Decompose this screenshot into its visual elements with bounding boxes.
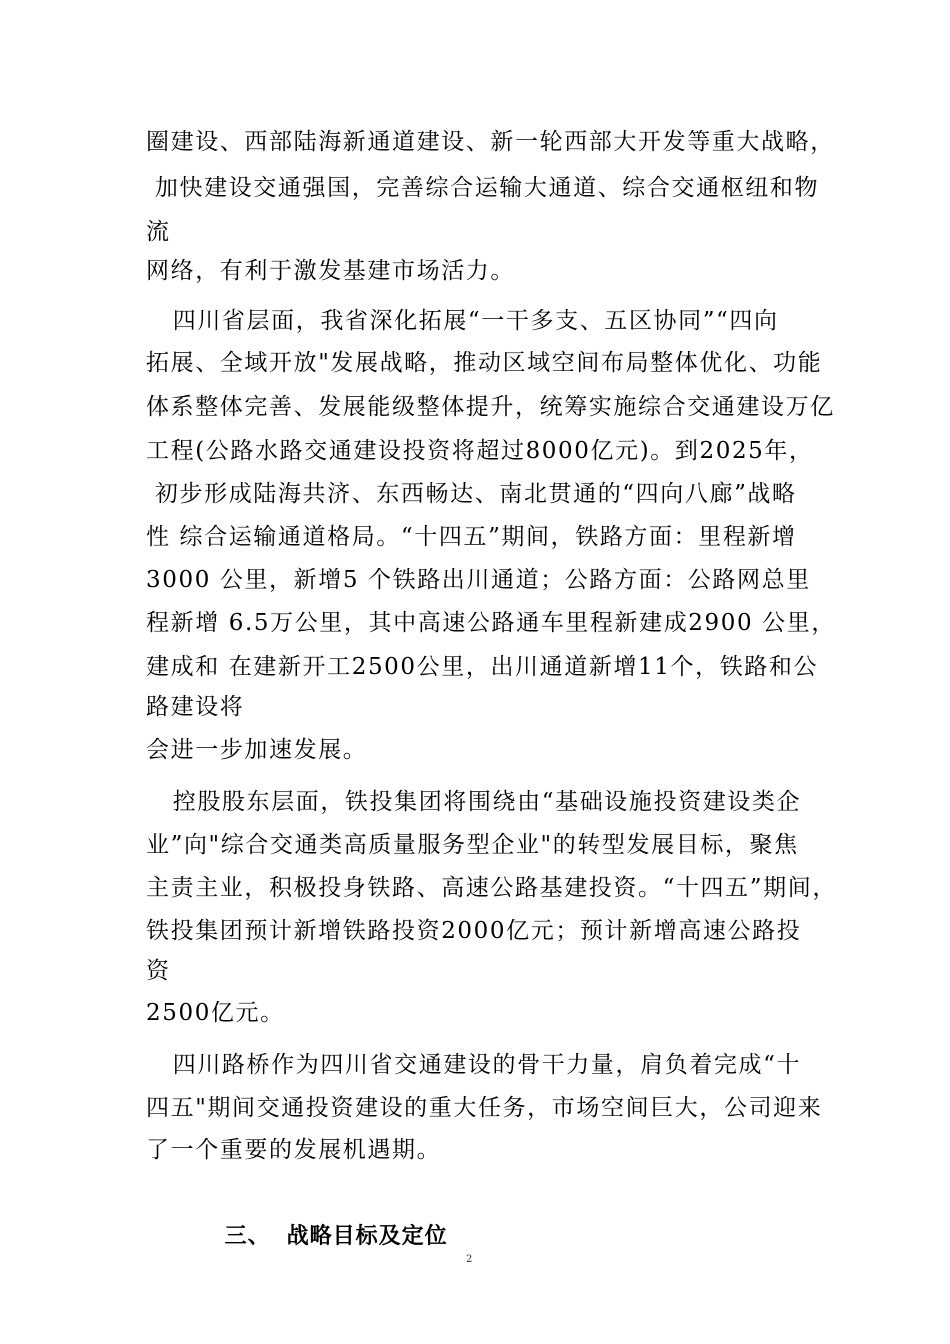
text-line: 资 (146, 958, 171, 984)
text-line: 四川省层面，我省深化拓展“一干多支、五区协同”“四向 (146, 308, 779, 334)
text-line: 工程(公路水路交通建设投资将超过8000亿元)。到2025年， (146, 438, 814, 464)
text-line: 流 (146, 219, 171, 245)
text-line: 拓展、全域开放"发展战略，推动区域空间布局整体优化、功能 (146, 350, 823, 376)
text-line: 会进一步加速发展。 (146, 737, 368, 763)
text-line: 程新增 6.5万公里，其中高速公路通车里程新建成2900 公里， (146, 610, 836, 636)
text-line: 加快建设交通强国，完善综合运输大通道、综合交通枢纽和物 (146, 175, 820, 201)
text-line: 路建设将 (146, 694, 245, 720)
section-heading-number: 三、 (224, 1224, 271, 1249)
text-line: 性 综合运输通道格局。“十四五”期间，铁路方面：里程新增 (146, 524, 797, 550)
page-number: 2 (466, 1254, 473, 1265)
text-line: 控股股东层面，铁投集团将围绕由“基础设施投资建设类企 (146, 789, 802, 815)
text-line: 网络，有利于激发基建市场活力。 (146, 258, 515, 284)
text-line: 四川路桥作为四川省交通建设的骨干力量，肩负着完成“十 (146, 1052, 802, 1078)
text-line: 业”向"综合交通类高质量服务型企业"的转型发展目标，聚焦 (146, 832, 799, 858)
text-line: 了一个重要的发展机遇期。 (146, 1137, 442, 1163)
section-heading (190, 1192, 448, 1282)
text-line: 3000 公里，新增5 个铁路出川通道；公路方面：公路网总里 (146, 567, 811, 593)
text-line: 圈建设、西部陆海新通道建设、新一轮西部大开发等重大战略， (146, 129, 835, 155)
text-line: 建成和 在建新开工2500公里，出川通道新增11个，铁路和公 (146, 654, 819, 680)
text-line: 四五"期间交通投资建设的重大任务，市场空间巨大，公司迎来 (146, 1095, 823, 1121)
section-heading-title: 战略目标及定位 (286, 1224, 448, 1249)
text-line: 体系整体完善、发展能级整体提升，统筹实施综合交通建设万亿 (146, 394, 835, 420)
text-line: 主责主业，积极投身铁路、高速公路基建投资。“十四五”期间， (146, 875, 837, 901)
text-line: 2500亿元。 (146, 1000, 285, 1026)
text-line: 初步形成陆海共济、东西畅达、南北贯通的“四向八廊”战略 (146, 481, 797, 507)
text-line: 铁投集团预计新增铁路投资2000亿元；预计新增高速公路投 (146, 918, 802, 944)
